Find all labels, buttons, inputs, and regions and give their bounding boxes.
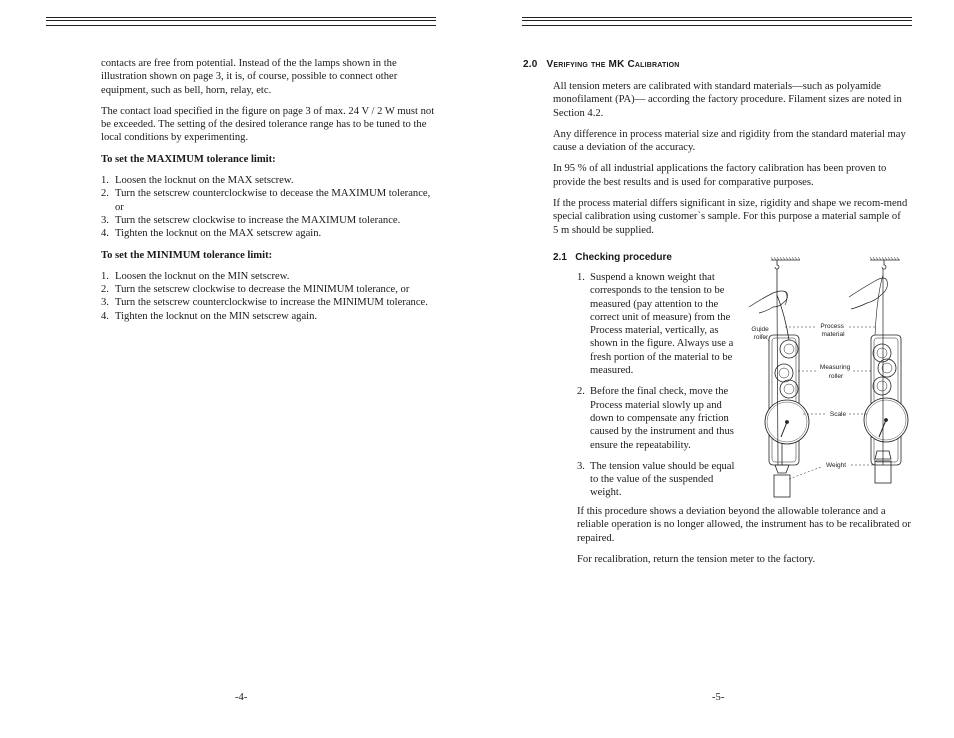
list-item: 4. Tighten the locknut on the MAX setscrew again.	[101, 228, 322, 240]
page-number-left: -4-	[235, 692, 248, 703]
list-item: 3. Turn the setscrew clockwise to increase the MAXIMUM tolerance.	[101, 214, 401, 226]
label-weight: Weight	[825, 462, 847, 469]
list-item: 2. Turn the setscrew clockwise to decrease the MINIMUM tolerance, or	[101, 284, 410, 296]
right-page-intro	[553, 80, 908, 245]
label-scale: Scale	[829, 411, 847, 418]
page-number-right: -5-	[712, 692, 725, 703]
list-item: 2. Before the final check, move the Process material slowly up and down to compensate any friction caused by the instrument and thus ensure the repeatability.	[577, 386, 734, 451]
hook-left	[775, 260, 779, 269]
header-rule-right	[522, 17, 912, 26]
list-item: 3. Turn the setscrew counterclockwise to increase the MINIMUM tolerance.	[101, 297, 428, 309]
calibration-figure	[745, 255, 917, 505]
paragraph: All tension meters are calibrated with standard materials—such as polyamide monofilament (PA)— according the factory procedure. Filament sizes are noted in Section 4.2.	[553, 81, 902, 119]
max-heading: To set the MAXIMUM tolerance limit:	[101, 153, 276, 165]
paragraph: The contact load specified in the figure on page 3 of max. 24 V / 2 W must not be exceeded. The setting of the desired tolerance range has to be tuned to the local conditions by experimenting.	[101, 105, 435, 144]
paragraph: In 95 % of all industrial applications the factory calibration has been proven to provide the best results and is used for comparative purposes.	[553, 163, 887, 188]
tension-meter-left	[765, 335, 809, 465]
list-item: 1. Loosen the locknut on the MAX setscrew.	[101, 175, 294, 187]
procedure-list	[577, 271, 744, 500]
max-steps-list	[101, 174, 436, 240]
header-rule-left	[46, 17, 436, 26]
section-heading: 2.0 Verifying the MK Calibration	[523, 59, 680, 70]
list-item: 1. Suspend a known weight that corresponds to the tension to be measured (pay attention to the correct unit of measure) from the Process material, vertically, as shown in the figure. Always use a fresh portion of the material to be measured.	[577, 272, 734, 377]
weight-left	[774, 475, 790, 497]
subsection-heading: 2.1 Checking procedure	[553, 252, 672, 263]
label-guide-roller: Guide roller	[751, 326, 769, 341]
right-page-closing	[577, 505, 913, 574]
list-item: 2. Turn the setscrew counterclockwise to decease the MAXIMUM tolerance, or	[101, 188, 431, 213]
min-heading: To set the MINIMUM tolerance limit:	[101, 249, 273, 261]
label-measuring-roller: Measuring roller	[819, 364, 851, 380]
list-item: 1. Loosen the locknut on the MIN setscrew.	[101, 270, 290, 282]
hand-right	[849, 278, 887, 309]
left-page-body	[101, 57, 436, 331]
list-item: 4. Tighten the locknut on the MIN setscrew again.	[101, 310, 318, 322]
paragraph: If the process material differs significant in size, rigidity and shape we recom-mend special calibration using customer`s sample. For this purpose a material sample of 5 m should be supplied.	[553, 198, 908, 236]
procedure-column	[577, 271, 744, 508]
tension-meter-right	[864, 335, 908, 465]
paragraph: Any difference in process material size and rigidity from the standard material may cause a deviation of the accuracy.	[553, 128, 906, 154]
min-steps-list	[101, 270, 436, 323]
label-process-material: Process material	[820, 323, 845, 338]
paragraph: If this procedure shows a deviation beyond the allowable tolerance and a reliable operation is no longer allowed, the instrument has to be recalibrated or repaired.	[577, 506, 911, 544]
paragraph: For recalibration, return the tension meter to the factory.	[577, 553, 816, 565]
hook-right	[882, 260, 886, 269]
list-item: 3. The tension value should be equal to the value of the suspended weight.	[577, 460, 735, 499]
paragraph: contacts are free from potential. Instead of the the lamps shown in the illustration shown on page 3, it is, of course, possible to connect other equipment, such as bell, horn, relay, etc.	[101, 58, 398, 96]
